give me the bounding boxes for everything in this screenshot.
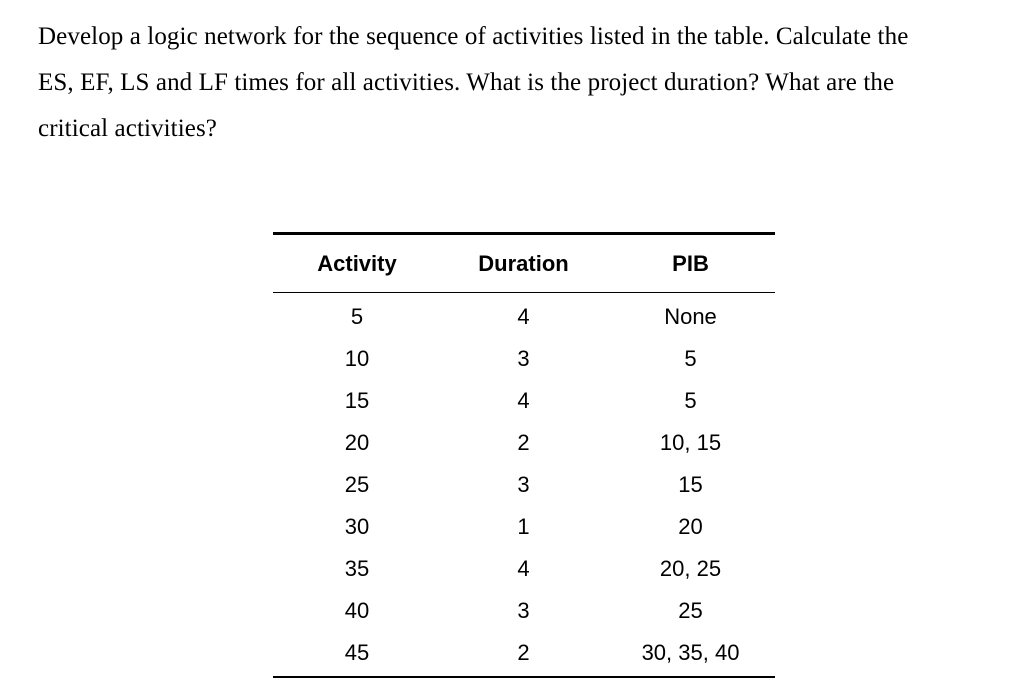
header-activity: Activity <box>317 250 397 276</box>
header-duration: Duration <box>478 250 569 276</box>
cell-pib: 15 <box>678 472 703 497</box>
cell-activity: 40 <box>344 598 370 623</box>
question-line-2: ES, EF, LS and LF times for all activities. What is the project duration? What are the <box>38 69 895 96</box>
cell-pib: 30, 35, 40 <box>641 640 740 665</box>
table-row <box>273 590 775 632</box>
cell-duration: 4 <box>517 304 530 329</box>
table-header <box>273 234 775 293</box>
cell-pib: 25 <box>678 598 703 623</box>
cell-pib: 20, 25 <box>659 556 722 581</box>
header-pib: PIB <box>672 250 709 276</box>
cell-duration: 4 <box>517 556 530 581</box>
activity-table <box>273 232 775 678</box>
cell-pib: None <box>664 304 717 329</box>
table-row <box>273 464 775 506</box>
cell-activity: 25 <box>344 472 370 497</box>
cell-duration: 3 <box>517 472 530 497</box>
cell-pib: 5 <box>684 346 697 371</box>
table-row <box>273 380 775 422</box>
cell-activity: 20 <box>344 430 370 455</box>
table-row <box>273 422 775 464</box>
question-line-3: critical activities? <box>38 115 217 142</box>
cell-pib: 10, 15 <box>659 430 722 455</box>
cell-duration: 1 <box>517 514 530 539</box>
cell-activity: 30 <box>344 514 370 539</box>
cell-pib: 5 <box>684 388 697 413</box>
cell-duration: 3 <box>517 598 530 623</box>
cell-activity: 10 <box>344 346 370 371</box>
table-row <box>273 548 775 590</box>
question-line-1: Develop a logic network for the sequence of activities listed in the table. Calculate the <box>38 23 909 50</box>
cell-activity: 45 <box>344 640 370 665</box>
cell-duration: 2 <box>517 430 530 455</box>
cell-duration: 2 <box>517 640 530 665</box>
question-text <box>38 14 998 152</box>
table-row <box>273 338 775 380</box>
table-body <box>273 293 775 678</box>
cell-activity: 35 <box>344 556 370 581</box>
cell-activity: 5 <box>350 304 364 329</box>
table-row <box>273 632 775 677</box>
cell-activity: 15 <box>344 388 370 413</box>
table-row <box>273 293 775 339</box>
cell-pib: 20 <box>678 514 703 539</box>
table-row <box>273 506 775 548</box>
header-row <box>273 234 775 293</box>
cell-duration: 3 <box>517 346 530 371</box>
cell-duration: 4 <box>517 388 530 413</box>
